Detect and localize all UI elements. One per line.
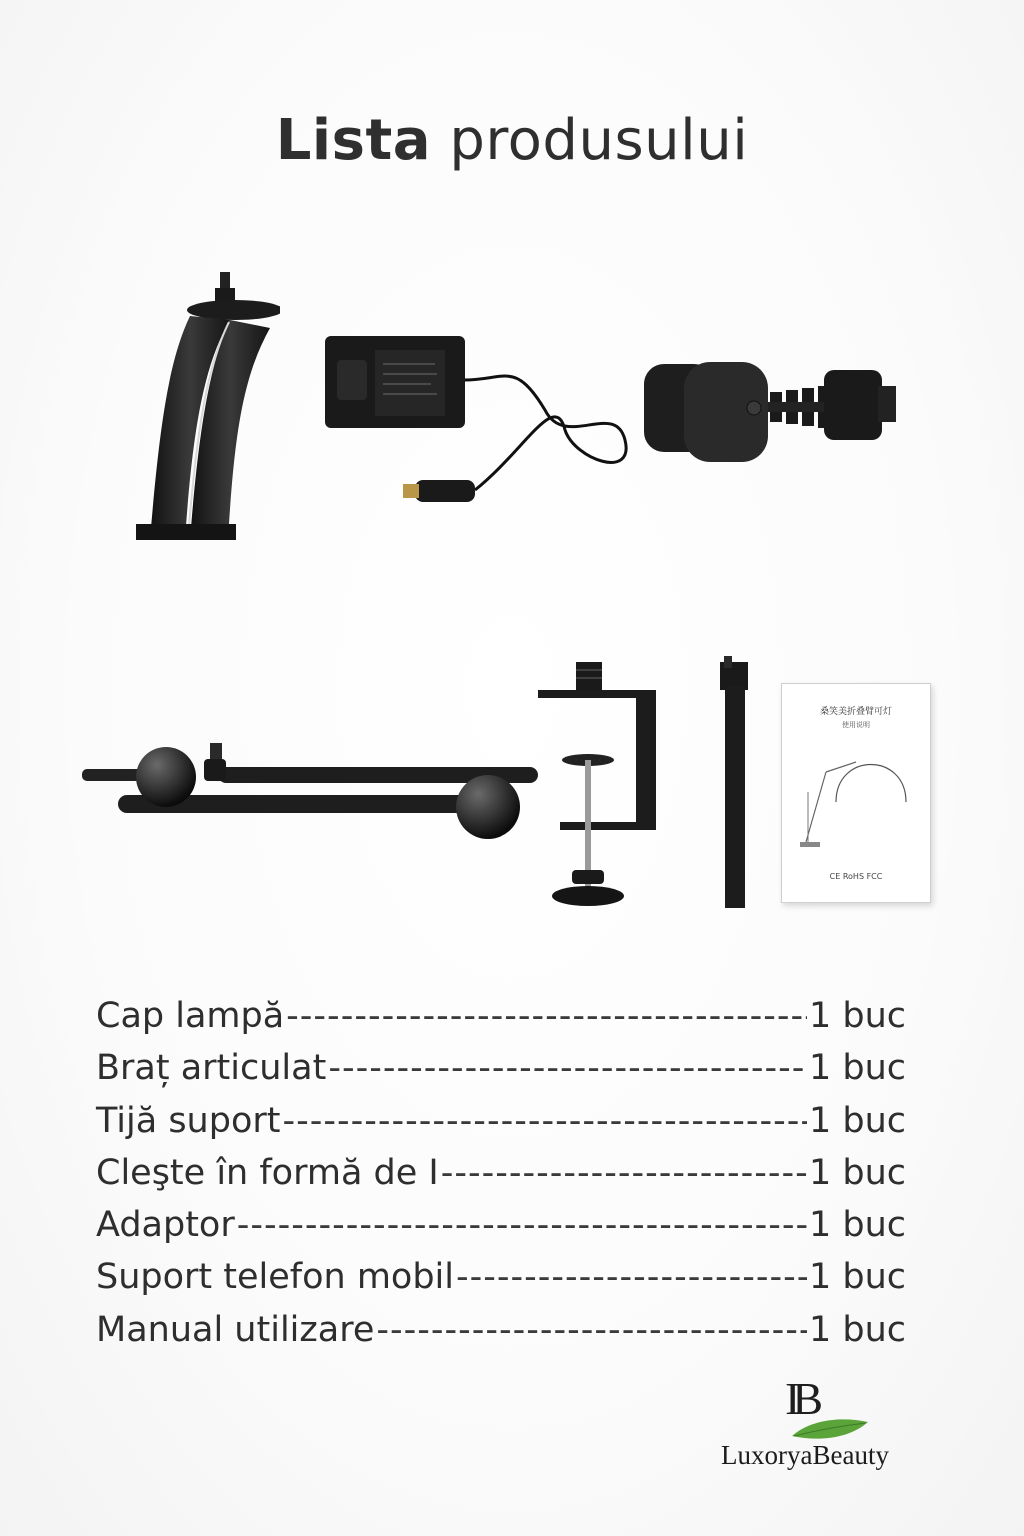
leader-dashes [441,1153,807,1193]
list-item [96,1205,906,1257]
articulated-arm-illustration [78,735,540,845]
manual-lamp-drawing [796,742,916,852]
leader-dashes [376,1310,807,1350]
item-qty: 1 buc [808,1048,906,1089]
list-item [96,1310,906,1362]
product-list [96,996,906,1362]
item-qty: 1 buc [808,1100,906,1141]
item-qty: 1 buc [808,996,906,1036]
manual-booklet [781,683,931,903]
leader-dashes [283,1101,807,1141]
manual-heading: 桑笑美折叠臂可灯 [819,707,892,717]
logo-text: LuxoryaBeauty [721,1440,889,1470]
item-qty: 1 buc [808,1152,906,1193]
logo-mark: IB [785,1373,815,1424]
leader-dashes [456,1257,807,1297]
item-name: Cap lampă [96,996,285,1036]
support-rod-illustration [712,656,758,912]
page-title [0,108,1024,173]
list-item [96,996,906,1048]
phone-holder-illustration [640,358,910,468]
leader-dashes [286,996,807,1036]
lamp-head-illustration [130,268,280,548]
item-name: Manual utilizare [96,1309,375,1350]
list-item [96,1257,906,1309]
leaf-icon [790,1416,870,1442]
item-name: Tijă suport [96,1100,281,1141]
manual-marks: CE RoHS FCC [829,872,883,881]
item-qty: 1 buc [808,1205,906,1246]
item-name: Braț articulat [96,1048,327,1089]
brand-logo [690,1372,920,1492]
item-name: Adaptor [96,1205,235,1246]
clamp-illustration [538,660,663,915]
item-name: Suport telefon mobil [96,1257,454,1298]
item-name: Cleşte în formă de I [96,1152,439,1193]
list-item [96,1153,906,1205]
adapter-illustration [325,330,645,520]
leader-dashes [237,1205,807,1245]
item-qty: 1 buc [808,1309,906,1350]
title-bold: Lista [275,108,432,173]
title-light: produsului [449,108,749,173]
list-item [96,1048,906,1100]
leader-dashes [328,1048,807,1088]
item-qty: 1 buc [808,1257,906,1298]
manual-subheading: 使用说明 [842,721,870,729]
list-item [96,1101,906,1153]
